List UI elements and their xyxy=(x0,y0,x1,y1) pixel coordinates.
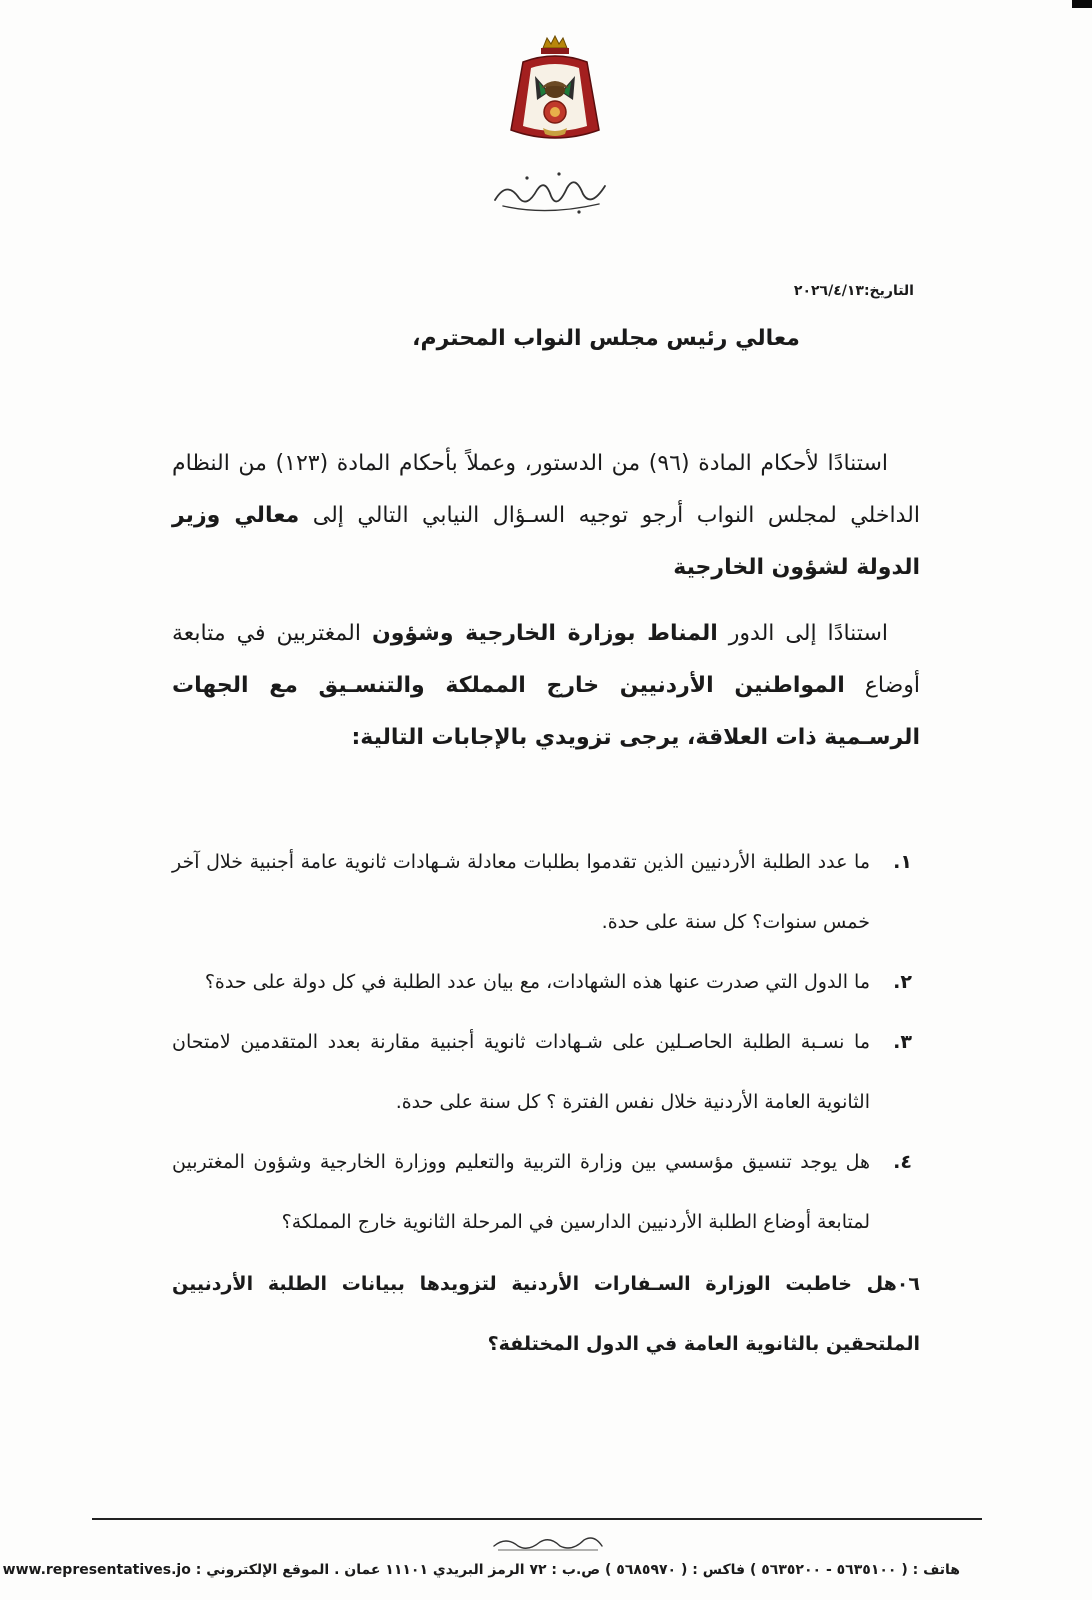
paragraph-intro xyxy=(172,438,920,594)
question-text: هل خاطبت الوزارة السـفارات الأردنية لتزويدها ببيانات الطلبة الأردنيين الملتحقين بالثانوية العامة في الدول المختلفة؟ xyxy=(172,1273,920,1355)
date-label: التاريخ: xyxy=(863,283,914,299)
footer-fax-label: فاكس : xyxy=(692,1562,746,1578)
footer-website-link[interactable]: www.representatives.jo xyxy=(2,1562,191,1578)
footer-po-box: ص.ب : ٧٢ الرمز البريدي ١١١٠١ عمان . xyxy=(334,1562,601,1578)
question-text: هل يوجد تنسيق مؤسسي بين وزارة التربية والتعليم ووزارة الخارجية وشؤون المغتربين لمتابعة أوضاع الطلبة الأردنيين الدارسين في المرحلة الثانوية خارج المملكة؟ xyxy=(172,1151,870,1233)
paragraph-context xyxy=(172,608,920,764)
paragraph-context-bold-1: المناط بوزارة الخارجية وشؤون xyxy=(371,621,718,646)
question-text: ما الدول التي صدرت عنها هذه الشهادات، مع بيان عدد الطلبة في كل دولة على حدة؟ xyxy=(204,971,870,993)
question-number: ١. xyxy=(893,851,912,873)
parliament-calligraphy-logo xyxy=(487,160,617,220)
question-number: ٤. xyxy=(893,1151,912,1173)
salutation: معالي رئيس مجلس النواب المحترم، xyxy=(412,326,800,351)
paragraph-context-bold-2: المواطنين الأردنيين خارج المملكة والتنسـيق مع الجهات الرسـمية ذات العلاقة، يرجى تزويدي بالإجابات التالية: xyxy=(172,673,920,750)
paragraph-intro-addressee: معالي وزير الدولة لشؤون الخارجية xyxy=(172,503,920,580)
scan-edge xyxy=(1072,0,1092,8)
question-number: ٣. xyxy=(893,1031,912,1053)
question-text: ما نسـبة الطلبة الحاصـلين على شـهادات ثانوية أجنبية مقارنة بعدد المتقدمين لامتحان الثانوية العامة الأردنية خلال نفس الفترة ؟ كل سنة على حدة. xyxy=(172,1031,870,1113)
question-text: ما عدد الطلبة الأردنيين الذين تقدموا بطلبات معادلة شـهادات ثانوية عامة أجنبية خلال آخر خمس سنوات؟ كل سنة على حدة. xyxy=(172,851,870,933)
paragraph-context-text-2: المغتربين في متابعة أوضاع xyxy=(172,621,920,698)
kingdom-calligraphy-logo xyxy=(488,1532,608,1554)
paragraph-intro-text: استنادًا لأحكام المادة (٩٦) من الدستور، وعملاً بأحكام المادة (١٢٣) من النظام الداخلي لمجلس النواب أرجو توجيه السـؤال النيابي التالي إلى xyxy=(172,451,920,528)
footer-divider xyxy=(92,1518,982,1520)
question-number: ٠٦ xyxy=(896,1273,920,1295)
footer-fax-value: ( ٥٦٨٥٩٧٠ ) xyxy=(605,1562,688,1578)
footer-phone-label: هاتف : xyxy=(912,1562,960,1578)
question-item xyxy=(172,1254,920,1374)
question-item xyxy=(172,1132,920,1252)
paragraph-context-text-1: استنادًا إلى الدور xyxy=(728,621,888,646)
questions-list xyxy=(172,832,920,1374)
footer-website-label: الموقع الإلكتروني : xyxy=(195,1562,330,1578)
question-item xyxy=(172,832,920,952)
question-number: ٢. xyxy=(893,971,912,993)
footer-phone-value: ( ٥٦٣٥١٠٠ - ٥٦٣٥٢٠٠ ) xyxy=(749,1562,908,1578)
date-value: ٢٠٢٦/٤/١٣ xyxy=(793,283,864,299)
jordan-coat-of-arms-icon xyxy=(503,34,607,154)
question-item xyxy=(172,952,920,1012)
question-item xyxy=(172,1012,920,1132)
letter-date xyxy=(794,283,914,299)
footer-contact-line xyxy=(2,1562,960,1578)
